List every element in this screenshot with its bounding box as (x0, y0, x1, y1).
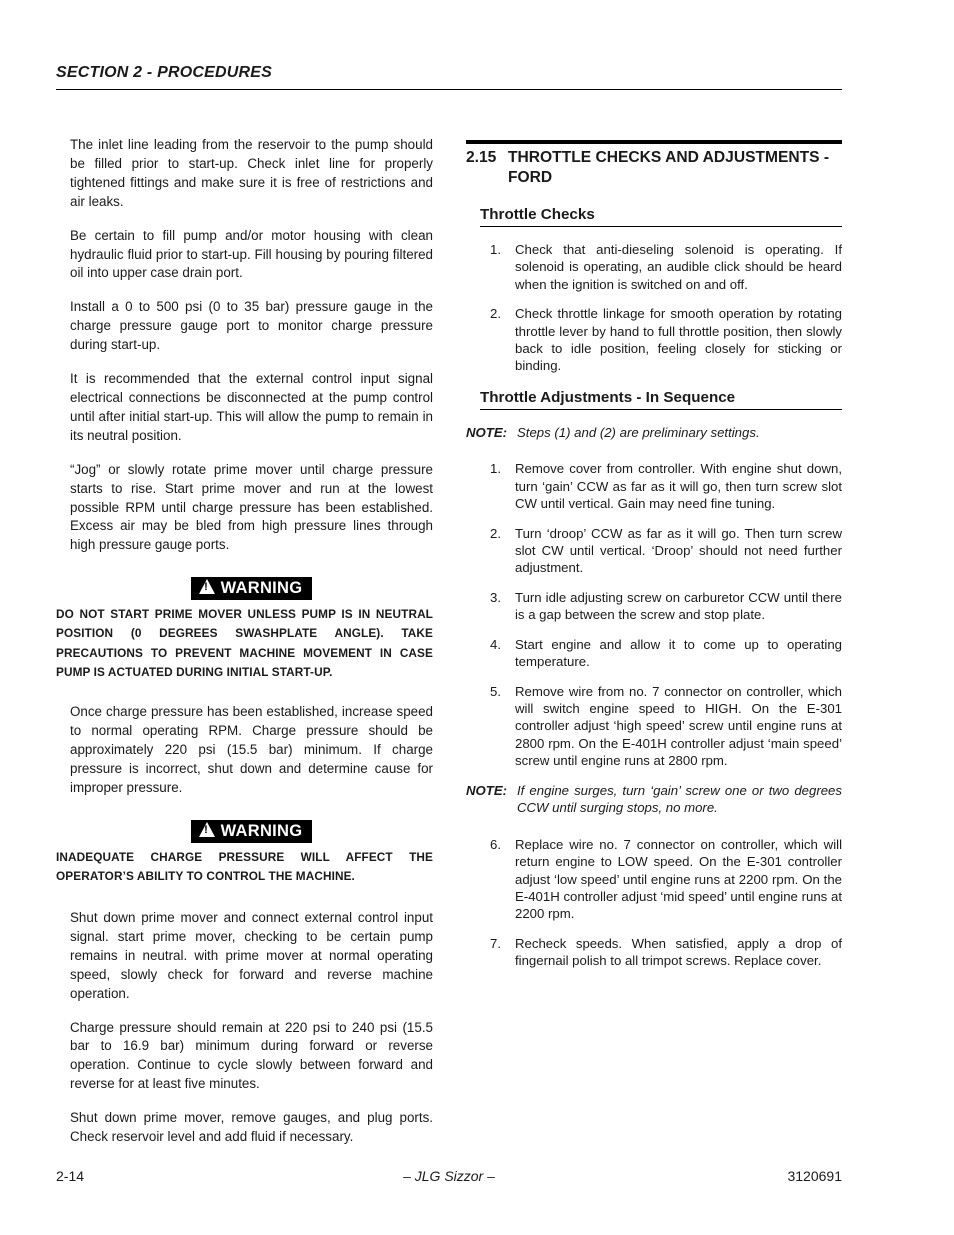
warning-triangle-icon (199, 579, 215, 594)
step-text: Remove wire from no. 7 connector on controller, which will switch engine speed to HIGH. On the E-301 controller adjust ‘high speed’ screw until engine runs at 2800 rpm. On the E-401H controller adjust ‘main speed’ screw until engine runs at 2800 rpm. (515, 683, 842, 769)
page-header (56, 64, 842, 90)
step-number: 2. (490, 525, 501, 541)
step-number: 1. (490, 242, 501, 257)
note-label: NOTE: (466, 782, 508, 798)
step-number: 1. (490, 461, 501, 477)
note-label: NOTE: (466, 424, 508, 440)
paragraph: Shut down prime mover, remove gauges, and plug ports. Check reservoir level and add fluid if necessary. (70, 1110, 433, 1145)
note-text: If engine surges, turn ‘gain’ screw one or two degrees CCW until surging stops, no more. (517, 782, 842, 816)
page-number: 2-14 (56, 1168, 85, 1184)
step-number: 6. (490, 836, 501, 852)
warning-label-text: WARNING (220, 579, 303, 598)
step-text: Turn idle adjusting screw on carburetor CCW until there is a gap between the screw and stop plate. (515, 589, 842, 623)
throttle-checks-heading: Throttle Checks (480, 206, 842, 227)
list-item (466, 241, 842, 293)
paragraph: Shut down prime mover and connect external control input signal. start prime mover, checking to be certain pump remains in neutral. with prime mover at normal operating speed, slowly check for forward and reverse machine operation. (70, 909, 433, 1001)
throttle-adjustments-list (466, 460, 842, 769)
warning-text: DO NOT START PRIME MOVER UNLESS PUMP IS IN NEUTRAL POSITION (0 DEGREES SWASHPLATE ANGLE). TAKE PRECAUTIONS TO PREVENT MACHINE MOVEMENT IN CASE PUMP IS ACTUATED DURING INITIAL START-UP. (56, 607, 433, 679)
section-title (466, 148, 842, 188)
footer-title: – JLG Sizzor – (403, 1168, 495, 1184)
warning-text: INADEQUATE CHARGE PRESSURE WILL AFFECT THE OPERATOR’S ABILITY TO CONTROL THE MACHINE. (56, 849, 433, 883)
paragraph: Be certain to fill pump and/or motor housing with clean hydraulic fluid prior to start-up. Fill housing by pouring filtered oil into upper case drain port. (70, 227, 433, 281)
paragraph: Install a 0 to 500 psi (0 to 35 bar) pressure gauge in the charge pressure gauge port to monitor charge pressure during start-up. (70, 299, 433, 353)
throttle-checks-list (466, 241, 842, 375)
paragraph: The inlet line leading from the reservoir to the pump should be filled prior to start-up. Check inlet line for properly tightened fittings and make sure it is free of restrictions and air leaks. (70, 137, 433, 209)
warning-block (56, 820, 433, 886)
list-item (466, 683, 842, 770)
throttle-adjustments-list-continued (466, 836, 842, 970)
step-text: Remove cover from controller. With engine shut down, turn ‘gain’ CCW as far as it will go, then turn screw slot CW until vertical. Gain may need fine tuning. (515, 461, 842, 512)
section-title-text: THROTTLE CHECKS AND ADJUSTMENTS - FORD (508, 149, 830, 186)
left-column (56, 136, 433, 1162)
list-item (466, 460, 842, 512)
warning-label-text: WARNING (220, 821, 303, 840)
list-item (466, 935, 842, 970)
list-item (466, 305, 842, 375)
paragraph: Charge pressure should remain at 220 psi to 240 psi (15.5 bar to 16.9 bar) minimum during forward or reverse operation. Continue to cycle slowly between forward and reverse for at least five minutes. (70, 1019, 433, 1092)
warning-label (191, 820, 313, 843)
section-rule (466, 140, 842, 144)
list-item (466, 525, 842, 577)
section-number: 2.15 (466, 149, 497, 166)
step-text: Recheck speeds. When satisfied, apply a drop of fingernail polish to all trimpot screws. Replace cover. (515, 935, 842, 969)
step-number: 3. (490, 589, 501, 605)
paragraph: “Jog” or slowly rotate prime mover until charge pressure starts to rise. Start prime mover and run at the lowest possible RPM until charge pressure has been established. Excess air may be bled from high pressure lines through high pressure gauge ports. (70, 461, 433, 553)
warning-triangle-icon (199, 822, 215, 837)
paragraph: Once charge pressure has been established, increase speed to normal operating RPM. Charge pressure should be approximately 220 psi (15.5 bar) minimum. If charge pressure is incorrect, shut down and determine cause for improper pressure. (70, 704, 433, 795)
step-text: Check throttle linkage for smooth operation by rotating throttle lever by hand to full throttle position, then slowly back to idle position, feeling closely for sticking or binding. (515, 306, 842, 374)
step-text: Start engine and allow it to come up to operating temperature. (515, 636, 842, 670)
throttle-adjustments-heading: Throttle Adjustments - In Sequence (480, 389, 842, 410)
step-number: 2. (490, 306, 501, 322)
step-number: 7. (490, 935, 501, 951)
list-item (466, 636, 842, 671)
right-column (466, 140, 842, 982)
list-item (466, 589, 842, 624)
note (466, 424, 842, 442)
section-header: SECTION 2 - PROCEDURES (56, 64, 272, 81)
document-number: 3120691 (787, 1168, 842, 1184)
step-text: Turn ‘droop’ CCW as far as it will go. Then turn screw slot CW until vertical. ‘Droop’ should not need further adjustment. (515, 525, 842, 576)
note-text: Steps (1) and (2) are preliminary settings. (517, 424, 760, 440)
step-text: Check that anti-dieseling solenoid is operating. If solenoid is operating, an audible click should be heard when the ignition is switched on and off. (515, 242, 842, 292)
warning-label (191, 577, 313, 600)
step-number: 5. (490, 683, 501, 699)
note (466, 782, 842, 817)
list-item (466, 836, 842, 923)
paragraph: It is recommended that the external control input signal electrical connections be disconnected at the pump control until after initial start-up. This will allow the pump to remain in its neutral position. (70, 371, 433, 443)
warning-block (56, 577, 433, 682)
step-text: Replace wire no. 7 connector on controller, which will return engine to LOW speed. On the E-301 controller adjust ‘low speed’ until engine runs at 2200 rpm. On the E-401H controller adjust ‘mid speed’ until engine runs at 2200 rpm. (515, 836, 842, 922)
step-number: 4. (490, 636, 501, 652)
